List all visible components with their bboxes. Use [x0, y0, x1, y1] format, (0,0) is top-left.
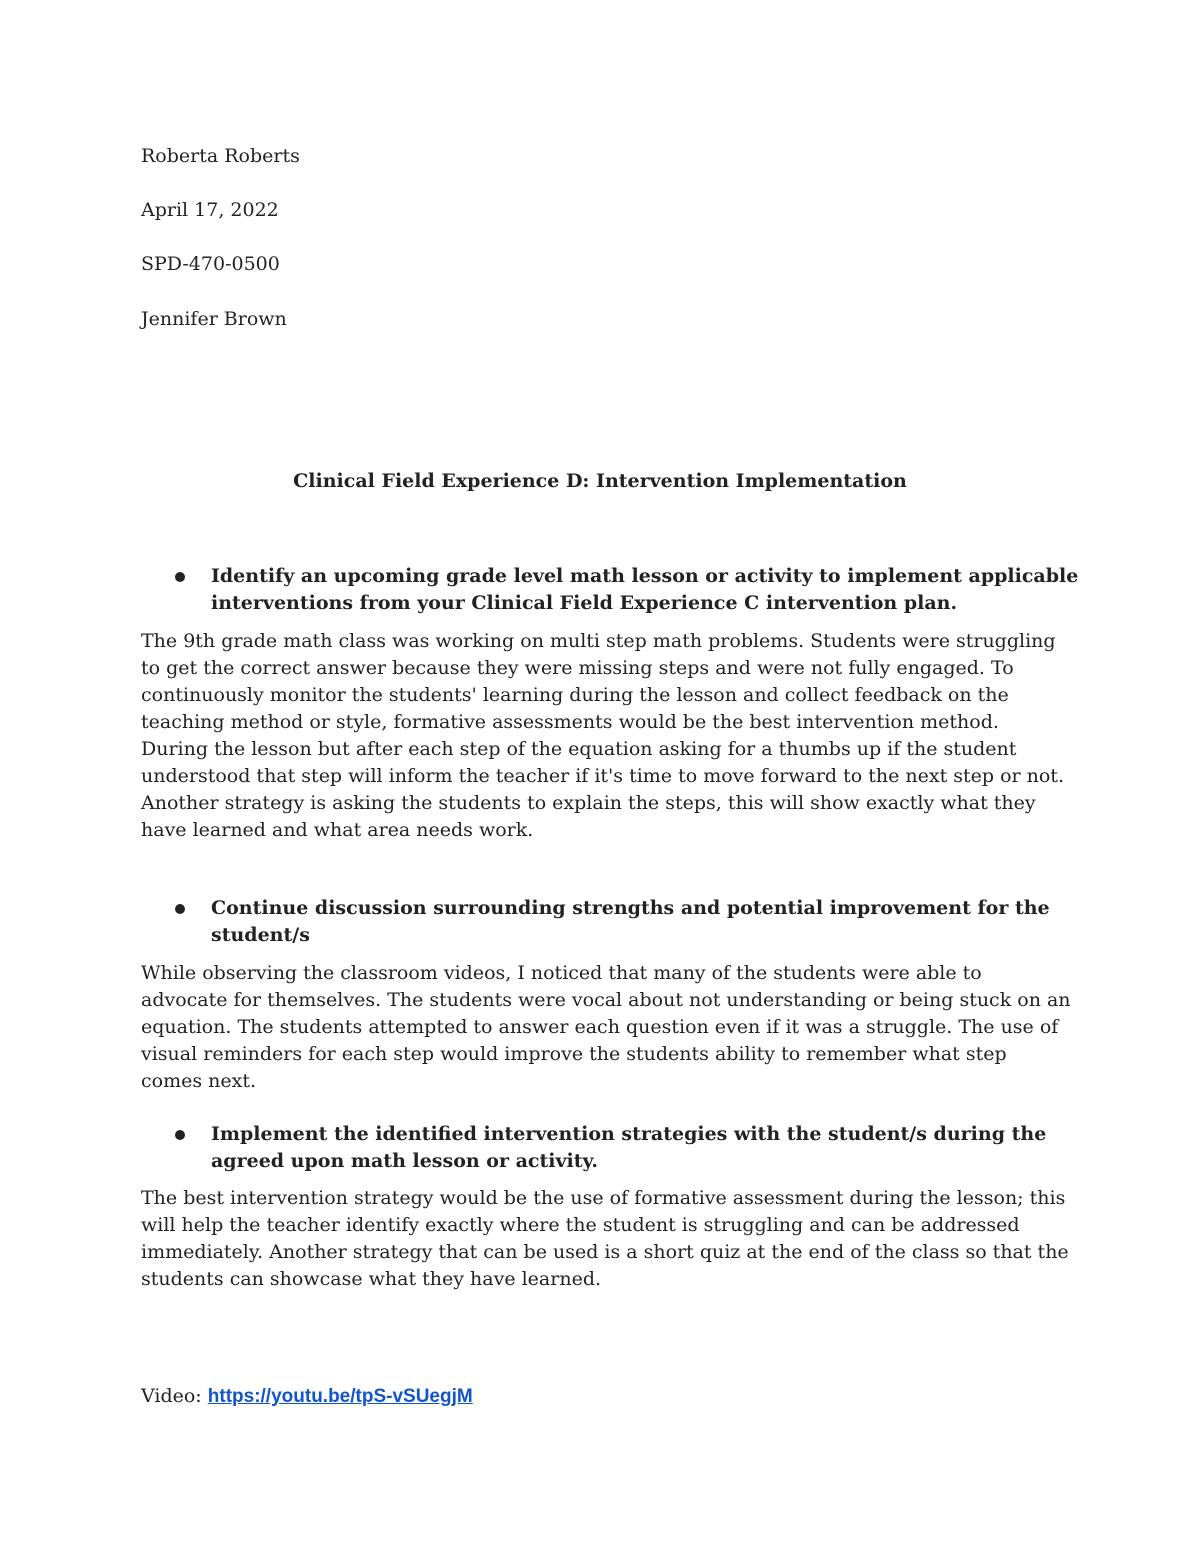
- video-link[interactable]: https://youtu.be/tpS-vSUegjM: [207, 1386, 473, 1407]
- section-1-prompt: Identify an upcoming grade level math lesson or activity to implement applicable interventions from your Clinical Field Experience C intervention plan.: [211, 565, 1079, 614]
- bullet-icon: [175, 904, 185, 914]
- video-line: [141, 1383, 473, 1410]
- instructor-name: Jennifer Brown: [141, 308, 287, 330]
- section-3-answer: The best intervention strategy would be the use of formative assessment during the lesson; this will help the teacher identify exactly where the student is struggling and can be addressed immediately. Another strategy that can be used is a short quiz at the end of the class so that the students can showcase what they have learned.: [141, 1187, 1069, 1290]
- section-2-prompt: Continue discussion surrounding strengths and potential improvement for the student/s: [211, 897, 1050, 946]
- author-name: Roberta Roberts: [141, 145, 300, 167]
- section-2-answer: While observing the classroom videos, I noticed that many of the students were able to advocate for themselves. The students were vocal about not understanding or being stuck on an equation. The students attempted to answer each question even if it was a struggle. The use of visual reminders for each step would improve the students ability to remember what step comes next.: [141, 962, 1071, 1092]
- section-1-answer: The 9th grade math class was working on multi step math problems. Students were struggling to get the correct answer because they were missing steps and were not fully engaged. To continuously monitor the students' learning during the lesson and collect feedback on the teaching method or style, formative assessments would be the best intervention method. During the lesson but after each step of the equation asking for a thumbs up if the student understood that step will inform the teacher if it's time to move forward to the next step or not. Another strategy is asking the students to explain the steps, this will show exactly what they have learned and what area needs work.: [141, 630, 1064, 841]
- bullet-icon: [175, 572, 185, 582]
- document-date: April 17, 2022: [141, 199, 279, 221]
- video-label: Video:: [141, 1385, 208, 1407]
- course-code: SPD-470-0500: [141, 253, 280, 275]
- bullet-icon: [175, 1130, 185, 1140]
- document-title: Clinical Field Experience D: Intervention Implementation: [293, 470, 907, 492]
- section-3-prompt: Implement the identified intervention strategies with the student/s during the agreed upon math lesson or activity.: [211, 1123, 1047, 1172]
